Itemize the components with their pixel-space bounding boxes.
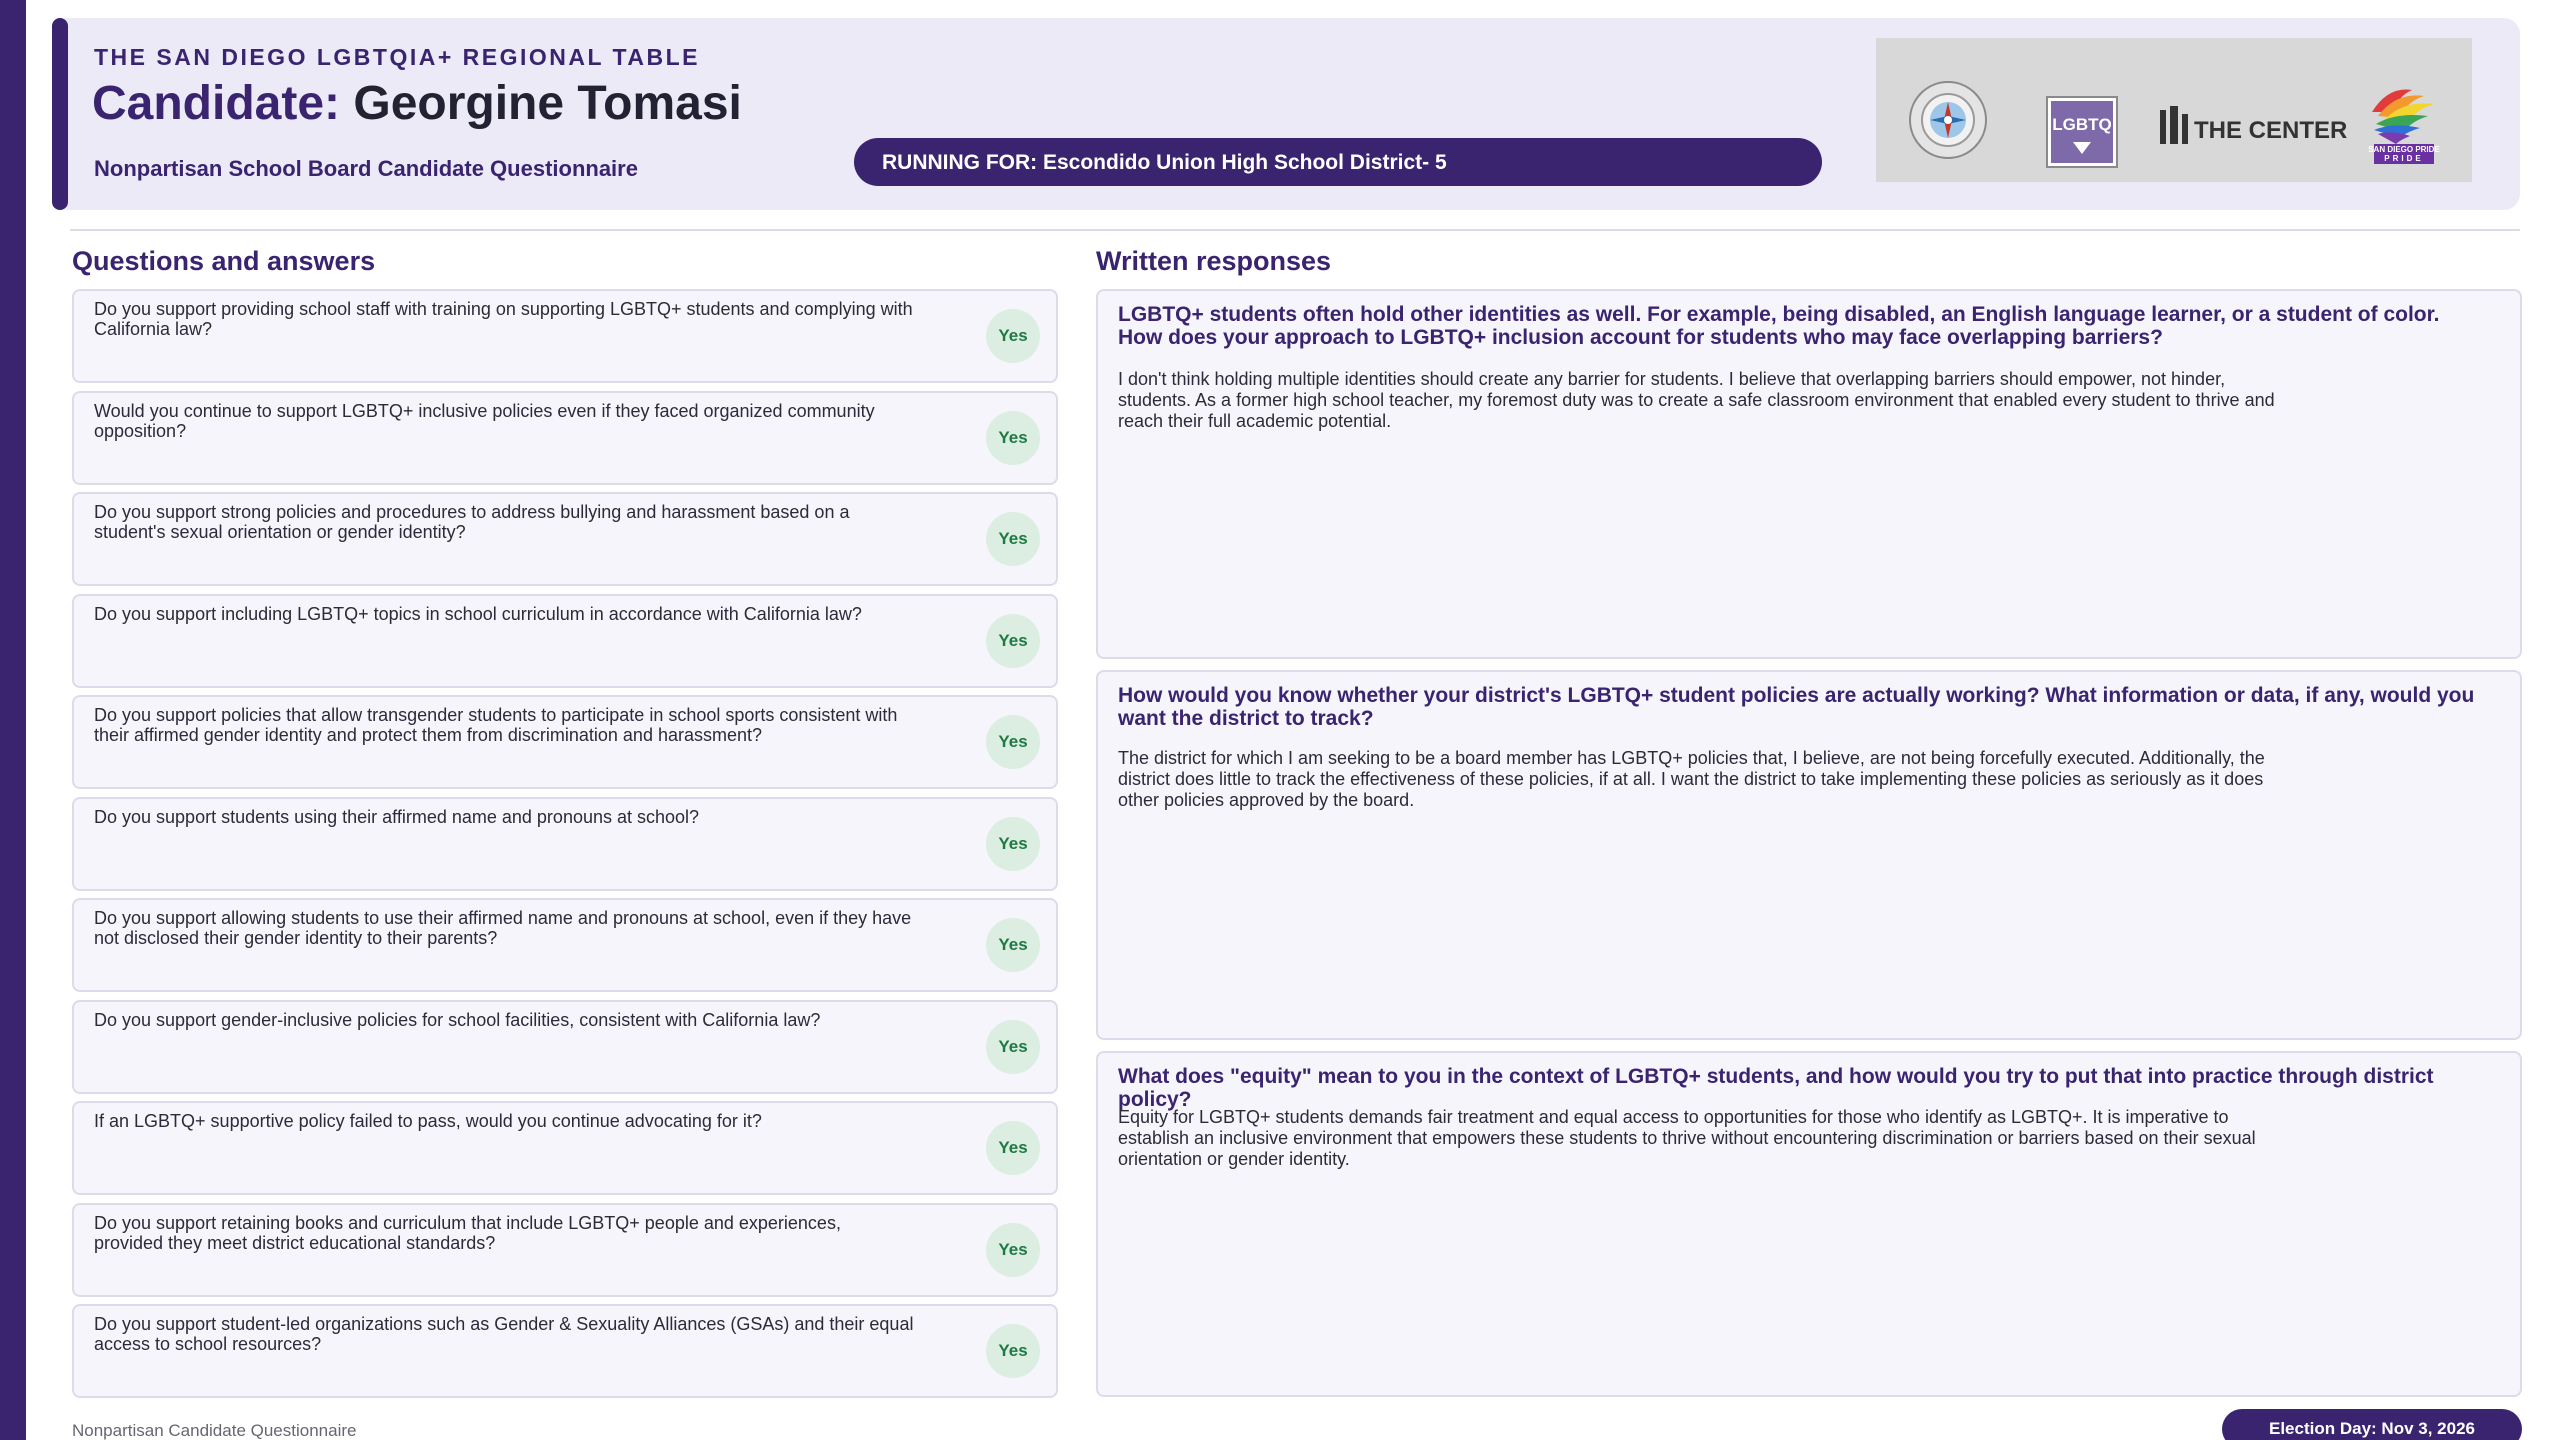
qa-card: [72, 898, 1058, 992]
header-accent-bar: [52, 18, 68, 210]
partner-logos-strip: [1876, 38, 2472, 182]
written-question: What does "equity" mean to you in the context of LGBTQ+ students, and how would you try to put that into practice through district policy?: [1118, 1065, 2434, 1111]
yes-badge: Yes: [986, 715, 1040, 769]
footer-label: Nonpartisan Candidate Questionnaire: [72, 1421, 357, 1440]
yes-badge: Yes: [986, 817, 1040, 871]
qa-card: [72, 492, 1058, 586]
qa-question: Do you support strong policies and procedures to address bullying and harassment based on a student's sexual orientation or gender identity?: [94, 502, 850, 542]
san-diego-pride-logo-icon: [2368, 82, 2440, 171]
the-center-text: THE CENTER: [2194, 117, 2348, 144]
qa-question: Do you support including LGBTQ+ topics in school curriculum in accordance with California law?: [94, 604, 862, 624]
written-question: LGBTQ+ students often hold other identities as well. For example, being disabled, an English language learner, or a student of color. How does your approach to LGBTQ+ inclusion account for students who may face overlapping barriers?: [1118, 303, 2440, 349]
qa-card: [72, 1101, 1058, 1195]
written-response-card: [1096, 289, 2522, 659]
qa-card: [72, 1304, 1058, 1398]
the-center-logo-icon: [2158, 104, 2358, 157]
lgbtq-badge-text: LGBTQ: [2052, 115, 2112, 134]
yes-badge: Yes: [986, 614, 1040, 668]
election-day-badge: Election Day: Nov 3, 2026: [2222, 1409, 2522, 1440]
yes-badge: Yes: [986, 411, 1040, 465]
qa-question: If an LGBTQ+ supportive policy failed to pass, would you continue advocating for it?: [94, 1111, 762, 1131]
svg-text:PRIDE: PRIDE: [2384, 154, 2424, 163]
qa-question: Do you support gender-inclusive policies for school facilities, consistent with California law?: [94, 1010, 821, 1030]
organization-name: THE SAN DIEGO LGBTQIA+ REGIONAL TABLE: [94, 44, 700, 70]
yes-badge: Yes: [986, 1121, 1040, 1175]
qa-card: [72, 391, 1058, 485]
questionnaire-subtitle: Nonpartisan School Board Candidate Questionnaire: [94, 156, 638, 181]
candidate-name: Georgine Tomasi: [353, 77, 742, 130]
written-question: How would you know whether your district's LGBTQ+ student policies are actually working? What information or data, if any, would you want the district to track?: [1118, 684, 2475, 730]
qa-card: [72, 695, 1058, 789]
qa-card: [72, 289, 1058, 383]
candidate-label: Candidate:: [92, 77, 341, 130]
qa-question: Do you support students using their affirmed name and pronouns at school?: [94, 807, 700, 827]
candidate-title: [92, 76, 742, 131]
left-accent-bar: [0, 0, 26, 1440]
written-response-card: [1096, 1051, 2522, 1397]
written-answer: The district for which I am seeking to be a board member has LGBTQ+ policies that, I believe, are not being forcefully executed. Additionally, the district does little to track the effectiveness of these policies, if at all. I want the district to take implementing these policies as seriously as it does other policies approved by the board.: [1118, 748, 2265, 810]
yes-badge: Yes: [986, 512, 1040, 566]
qa-question: Do you support retaining books and curriculum that include LGBTQ+ people and experiences, provided they meet district educational standards?: [94, 1213, 841, 1253]
lgbtq-badge-icon: [2046, 96, 2118, 173]
qa-card: [72, 1000, 1058, 1094]
yes-badge: Yes: [986, 918, 1040, 972]
yes-badge: Yes: [986, 1020, 1040, 1074]
written-answer: I don't think holding multiple identities should create any barrier for students. I believe that overlapping barriers should empower, not hinder, students. As a former high school teacher, my foremost duty was to create a safe classroom environment that enabled every student to thrive and reach their full academic potential.: [1118, 369, 2275, 431]
qa-question: Do you support providing school staff with training on supporting LGBTQ+ students and complying with California law?: [94, 299, 913, 339]
running-for-badge: RUNNING FOR: Escondido Union High School District- 5: [854, 138, 1822, 186]
written-answer: Equity for LGBTQ+ students demands fair treatment and equal access to opportunities for those who identify as LGBTQ+. It is imperative to establish an inclusive environment that empowers these students to thrive without encountering discrimination or barriers based on their sexual orientation or gender identity.: [1118, 1107, 2256, 1169]
qa-question: Do you support policies that allow transgender students to participate in school sports consistent with their affirmed gender identity and protect them from discrimination and harassment?: [94, 705, 898, 745]
qa-section-title: Questions and answers: [72, 246, 376, 276]
written-section-title: Written responses: [1096, 246, 1332, 276]
qa-question: Would you continue to support LGBTQ+ inclusive policies even if they faced organized community opposition?: [94, 401, 875, 441]
community-support-seal-icon: [1908, 80, 1988, 165]
qa-card: [72, 1203, 1058, 1297]
qa-question: Do you support allowing students to use their affirmed name and pronouns at school, even if they have not disclosed their gender identity to their parents?: [94, 908, 912, 948]
written-response-card: [1096, 670, 2522, 1040]
pride-logo-text: SAN DIEGO PRIDE: [2368, 145, 2440, 154]
header-divider: [70, 229, 2520, 231]
qa-question: Do you support student-led organizations such as Gender & Sexuality Alliances (GSAs) and their equal access to school resources?: [94, 1314, 914, 1354]
qa-card: [72, 797, 1058, 891]
yes-badge: Yes: [986, 309, 1040, 363]
qa-card: [72, 594, 1058, 688]
yes-badge: Yes: [986, 1223, 1040, 1277]
yes-badge: Yes: [986, 1324, 1040, 1378]
page-header: [52, 18, 2520, 210]
